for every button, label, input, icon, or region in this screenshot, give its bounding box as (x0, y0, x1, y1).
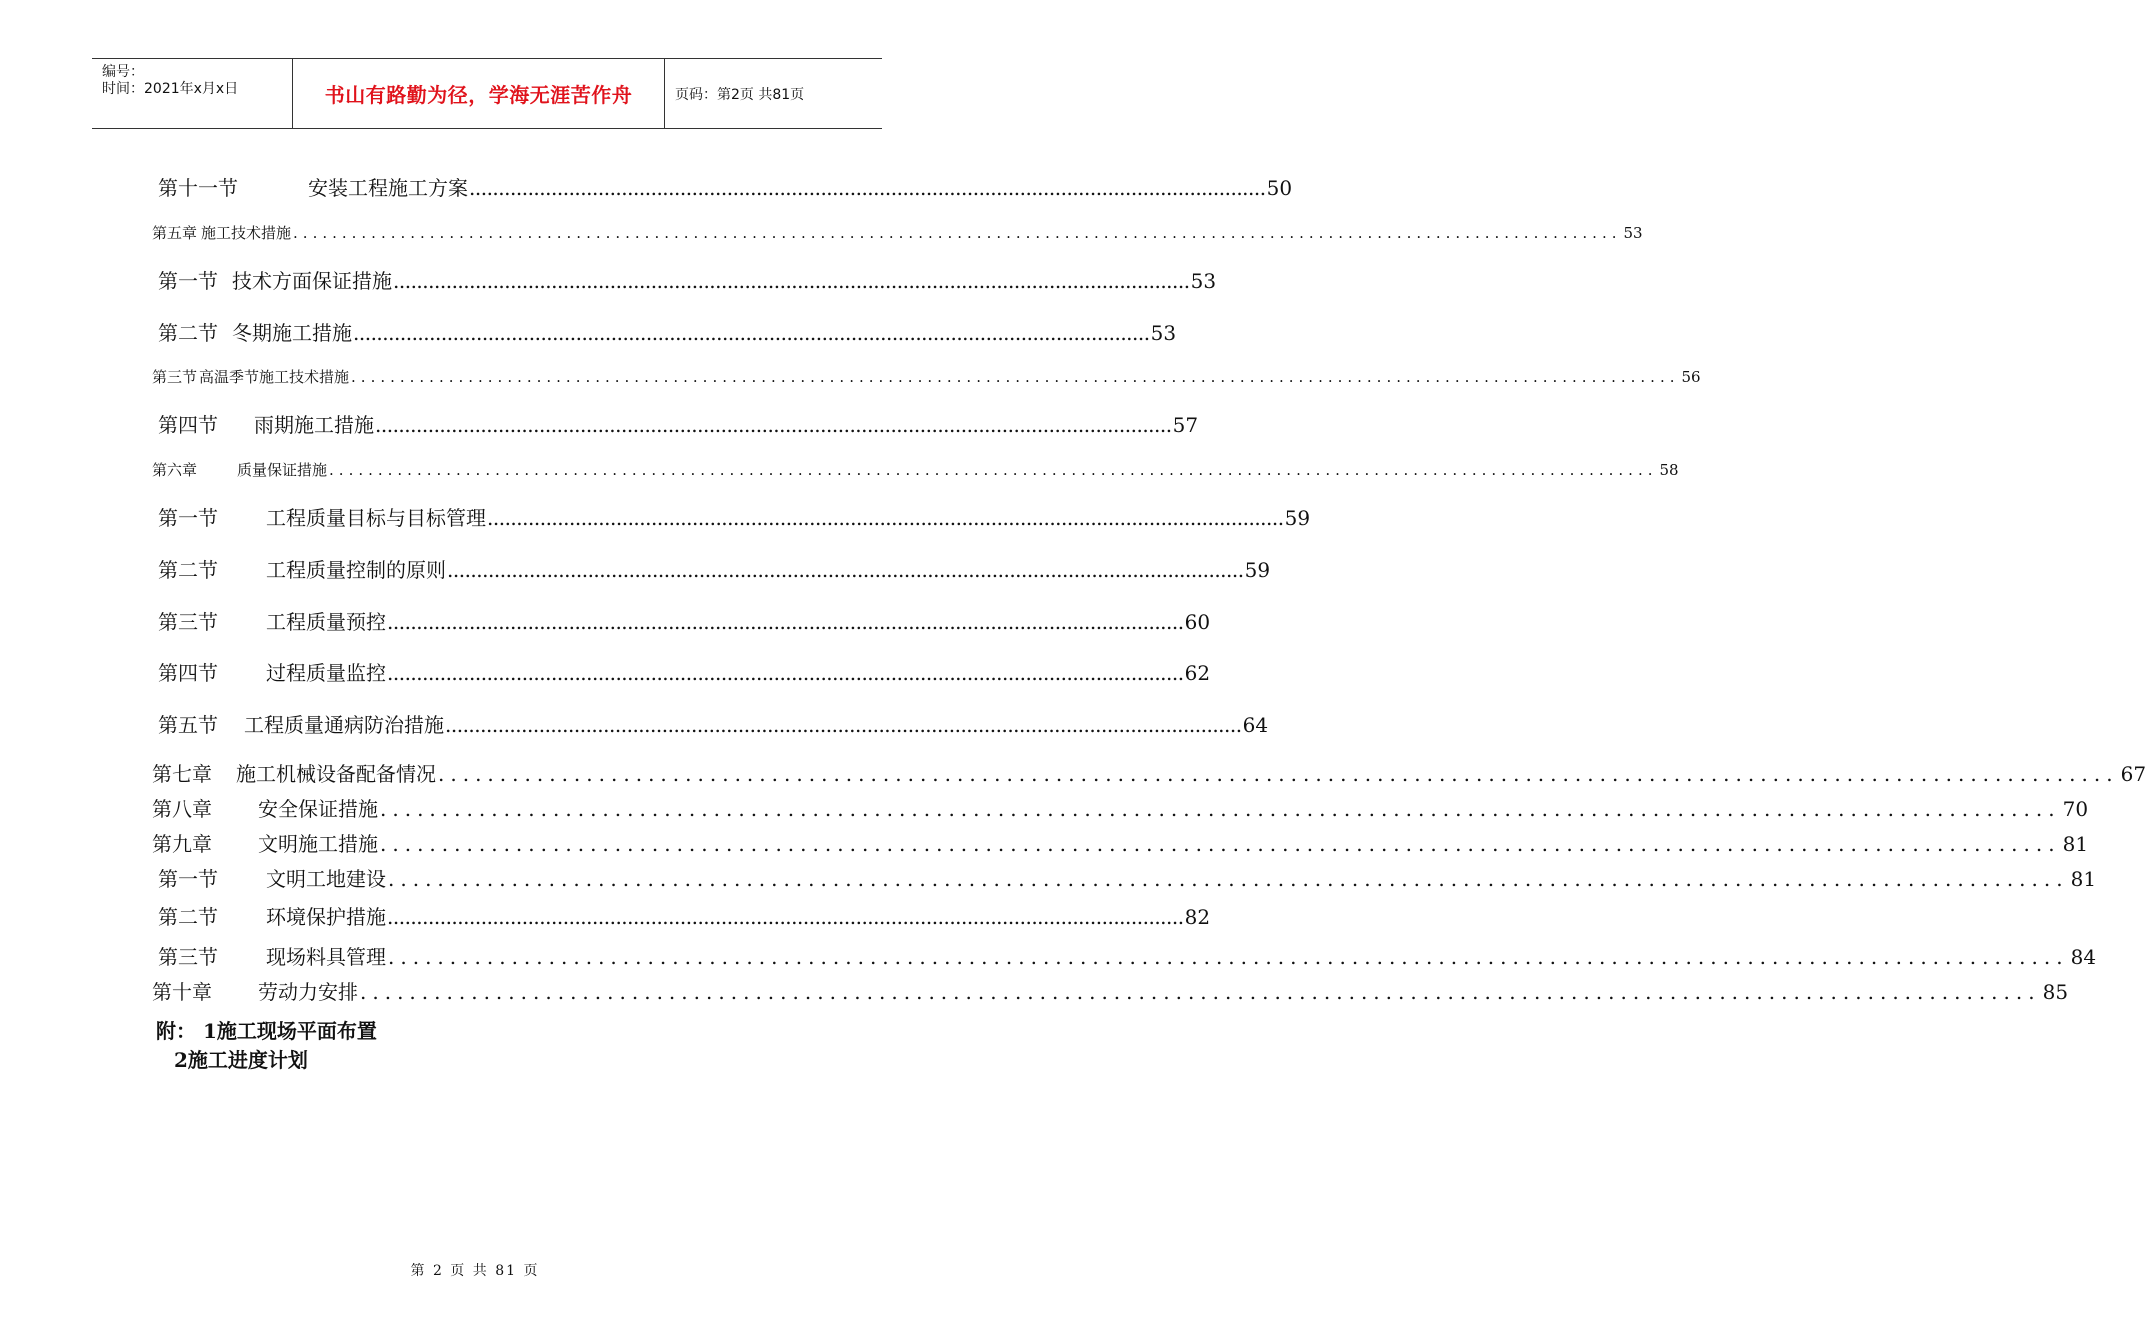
toc-entry-number: 第三节 (158, 945, 218, 969)
toc-entry-page: 50 (1266, 176, 1293, 200)
toc-entry-title: 文明施工措施 (258, 832, 378, 856)
toc-entry-title: 施工技术措施 (201, 224, 292, 242)
toc-entry-page: 81 (2062, 832, 2089, 856)
toc-leader-dots: ........................................................................................................................................ (380, 832, 2061, 856)
toc-entry-title: 高温季节施工技术措施 (199, 368, 350, 386)
toc-entry-page: 82 (1184, 905, 1211, 929)
toc-leader-dots: ........................................................................................................................................ (445, 713, 1242, 737)
document-date: 时间：2021年x月x日 (102, 81, 239, 97)
toc-entry[interactable] (158, 709, 1269, 738)
toc-entry-title: 工程质量预控 (266, 610, 386, 634)
toc-leader-dots: ........................................................................................................................................ (353, 321, 1150, 345)
toc-entry[interactable] (158, 265, 1217, 294)
toc-entry-number: 第五章 (152, 224, 198, 242)
toc-leader-dots: ........................................................................................................................................ (388, 945, 2069, 969)
toc-entry[interactable] (152, 976, 2069, 1005)
toc-leader-dots: ........................................................................................................................................ (438, 762, 2119, 786)
toc-entry-title: 工程质量目标与目标管理 (266, 506, 486, 530)
toc-entry-title: 冬期施工措施 (232, 321, 352, 345)
toc-entry-number: 第四节 (158, 661, 218, 685)
toc-entry-number: 第二节 (158, 558, 218, 582)
toc-entry-number: 第十一节 (158, 176, 238, 200)
toc-entry-title: 工程质量通病防治措施 (244, 713, 444, 737)
toc-entry-number: 第十章 (152, 980, 212, 1004)
appendix-line-1: 附： 1施工现场平面布置 (156, 1019, 377, 1043)
toc-entry-title: 过程质量监控 (266, 661, 386, 685)
toc-entry-page: 67 (2120, 762, 2146, 786)
toc-leader-dots: ........................................................................................................................................ (380, 797, 2061, 821)
header-motto: 书山有路勤为径，学海无涯苦作舟 (324, 83, 633, 107)
toc-entry-title: 劳动力安排 (258, 980, 358, 1004)
toc-entry-page: 53 (1150, 321, 1177, 345)
toc-entry-number: 第四节 (158, 413, 218, 437)
toc-entry[interactable] (158, 863, 2097, 892)
toc-leader-dots: ........................................................................................................................................ (387, 905, 1184, 929)
toc-entry-page: 59 (1244, 558, 1271, 582)
toc-leader-dots: ........................................................................................................................................ (447, 558, 1244, 582)
toc-entry[interactable] (158, 502, 1311, 531)
toc-entry[interactable] (152, 366, 1701, 387)
page-footer: 第 2 页 共 81 页 (410, 1263, 540, 1279)
toc-entry-number: 第八章 (152, 797, 212, 821)
toc-leader-dots: ........................................................................................................................................ (293, 224, 1622, 242)
toc-entry-number: 第七章 (152, 762, 212, 786)
toc-entry[interactable] (152, 459, 1679, 480)
toc-entry-title: 文明工地建设 (266, 867, 386, 891)
toc-entry-title: 现场料具管理 (266, 945, 386, 969)
header-motto-cell (293, 59, 665, 128)
toc-entry[interactable] (158, 657, 1211, 686)
toc-entry[interactable] (158, 317, 1177, 346)
toc-entry-page: 85 (2042, 980, 2069, 1004)
toc-entry-number: 第一节 (158, 269, 218, 293)
toc-entry-title: 质量保证措施 (237, 461, 328, 479)
toc-entry[interactable] (152, 828, 2089, 857)
toc-entry-title: 工程质量控制的原则 (266, 558, 446, 582)
toc-entry-page: 58 (1659, 461, 1679, 479)
toc-leader-dots: ........................................................................................................................................ (388, 867, 2069, 891)
toc-entry-number: 第二节 (158, 321, 218, 345)
toc-entry-page: 59 (1284, 506, 1311, 530)
toc-entry-number: 第六章 (152, 461, 198, 479)
toc-entry-page: 70 (2062, 797, 2089, 821)
toc-entry-title: 技术方面保证措施 (232, 269, 392, 293)
toc-leader-dots: ........................................................................................................................................ (351, 368, 1680, 386)
toc-leader-dots: ........................................................................................................................................ (393, 269, 1190, 293)
toc-entry-page: 53 (1623, 224, 1643, 242)
toc-entry-number: 第三节 (158, 610, 218, 634)
toc-entry-title: 安装工程施工方案 (308, 176, 468, 200)
toc-entry-page: 62 (1184, 661, 1211, 685)
toc-entry-number: 第一节 (158, 506, 218, 530)
header-meta (92, 59, 293, 128)
toc-entry[interactable] (158, 172, 1293, 201)
toc-entry-number: 第五节 (158, 713, 218, 737)
toc-entry[interactable] (158, 606, 1211, 635)
toc-entry-page: 84 (2070, 945, 2097, 969)
toc-entry-number: 第二节 (158, 905, 218, 929)
toc-leader-dots: ........................................................................................................................................ (387, 661, 1184, 685)
toc-entry-title: 安全保证措施 (258, 797, 378, 821)
toc-entry-title: 环境保护措施 (266, 905, 386, 929)
appendix-line-2: 2施工进度计划 (174, 1048, 308, 1072)
toc-leader-dots: ........................................................................................................................................ (329, 461, 1658, 479)
toc-entry-page: 81 (2070, 867, 2097, 891)
toc-entry[interactable] (158, 554, 1271, 583)
toc-entry-page: 56 (1681, 368, 1701, 386)
toc-entry-number: 第三节 (152, 368, 198, 386)
toc-entry-number: 第九章 (152, 832, 212, 856)
page-header (92, 58, 882, 129)
toc-entry-page: 53 (1190, 269, 1217, 293)
toc-entry[interactable] (152, 222, 1643, 243)
toc-entry[interactable] (152, 793, 2089, 822)
toc-leader-dots: ........................................................................................................................................ (387, 610, 1184, 634)
toc-leader-dots: ........................................................................................................................................ (469, 176, 1266, 200)
toc-entry-number: 第一节 (158, 867, 218, 891)
toc-entry-page: 64 (1242, 713, 1269, 737)
toc-entry-page: 57 (1172, 413, 1199, 437)
toc-entry[interactable] (158, 901, 1211, 930)
toc-entry-page: 60 (1184, 610, 1211, 634)
toc-leader-dots: ........................................................................................................................................ (375, 413, 1172, 437)
header-page-number: 页码：第2页 共81页 (675, 86, 805, 103)
toc-entry-title: 雨期施工措施 (254, 413, 374, 437)
document-number-label: 编号： (102, 64, 144, 80)
toc-leader-dots: ........................................................................................................................................ (487, 506, 1284, 530)
header-page-cell (665, 59, 882, 128)
toc-entry[interactable] (152, 758, 2146, 787)
toc-entry[interactable] (158, 409, 1199, 438)
toc-entry-title: 施工机械设备配备情况 (236, 762, 436, 786)
toc-entry[interactable] (158, 941, 2097, 970)
toc-leader-dots: ........................................................................................................................................ (360, 980, 2041, 1004)
